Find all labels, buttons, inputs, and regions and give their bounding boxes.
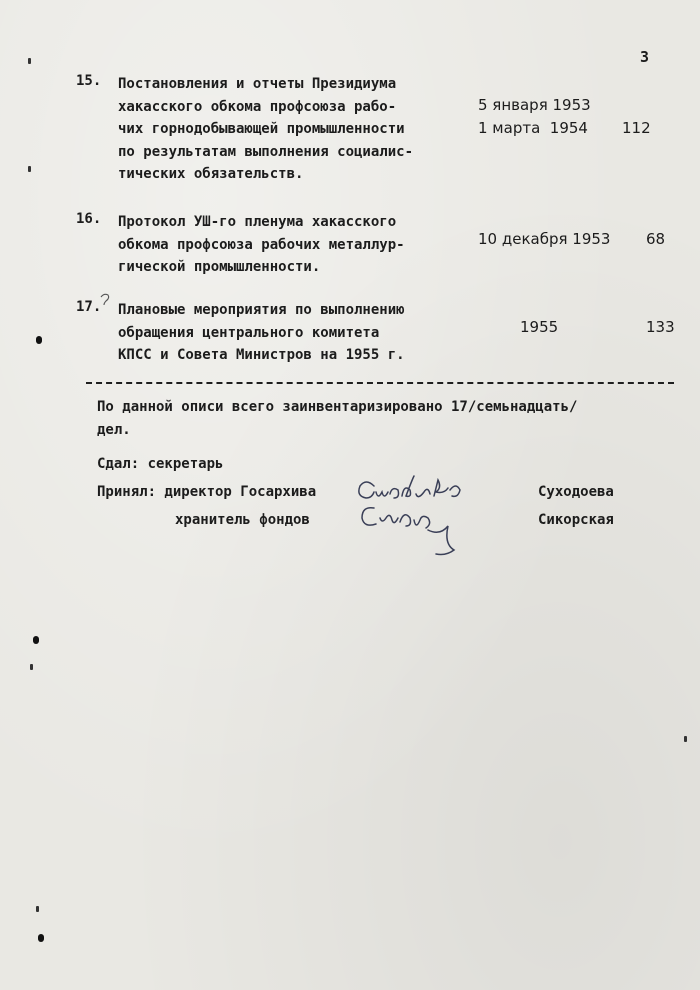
entry-sheet-count: 133 — [646, 318, 675, 336]
handed-over-line: Сдал: секретарь — [97, 456, 224, 472]
entry-date: 1 марта 1954 — [478, 119, 588, 137]
entry-line: обкома профсоюза рабочих металлур- — [118, 236, 405, 253]
binding-hole — [33, 636, 39, 644]
page-number: 3 — [640, 48, 650, 66]
keeper-label: хранитель фондов — [175, 512, 310, 528]
entry-description — [118, 211, 478, 279]
margin-mark — [28, 166, 31, 172]
entry-line: чих горнодобывающей промышленности — [118, 121, 405, 137]
accepted-by-name: Суходоева — [538, 484, 614, 500]
keeper-name: Сикорская — [538, 512, 614, 528]
entry-date: 1955 — [520, 318, 559, 336]
binding-hole — [36, 336, 42, 344]
entry-sheet-count: 112 — [622, 119, 651, 137]
entry-number: 15. — [76, 73, 102, 89]
entry-line: Протокол УШ-го пленума хакасского — [118, 214, 397, 230]
entry-line: хакасского обкома профсоюза рабо- — [118, 98, 397, 115]
entry-description — [118, 73, 478, 186]
margin-mark — [684, 736, 687, 742]
entry-line: Постановления и отчеты Президиума — [118, 76, 397, 92]
margin-mark — [30, 664, 33, 670]
entry-line: по результатам выполнения социалис- — [118, 143, 414, 160]
summary-line: По данной описи всего заинвентаризировано 17/семьнадцать/ — [97, 399, 578, 415]
entry-date: 10 декабря 1953 — [478, 230, 611, 248]
entry-number: 17. — [76, 299, 102, 315]
entry-sheet-count: 68 — [646, 230, 666, 248]
entry-line: Плановые мероприятия по выполнению — [118, 302, 405, 318]
accepted-by-label: Принял: директор Госархива — [97, 484, 317, 500]
margin-mark — [36, 906, 39, 912]
entry-description — [118, 299, 478, 367]
keeper-signature — [356, 500, 466, 564]
inventory-summary — [97, 396, 577, 441]
entry-line: обращения центрального комитета — [118, 324, 380, 341]
margin-mark — [28, 58, 31, 64]
section-divider — [86, 382, 674, 384]
handwritten-question-mark-icon — [98, 292, 112, 310]
entry-date: 5 января 1953 — [478, 96, 591, 114]
binding-hole — [38, 934, 44, 942]
entry-line: гической промышленности. — [118, 259, 321, 275]
entry-line: КПСС и Совета Министров на 1955 г. — [118, 347, 405, 363]
summary-line: дел. — [97, 421, 131, 438]
entry-line: тических обязательств. — [118, 166, 304, 182]
entry-number: 16. — [76, 211, 102, 227]
